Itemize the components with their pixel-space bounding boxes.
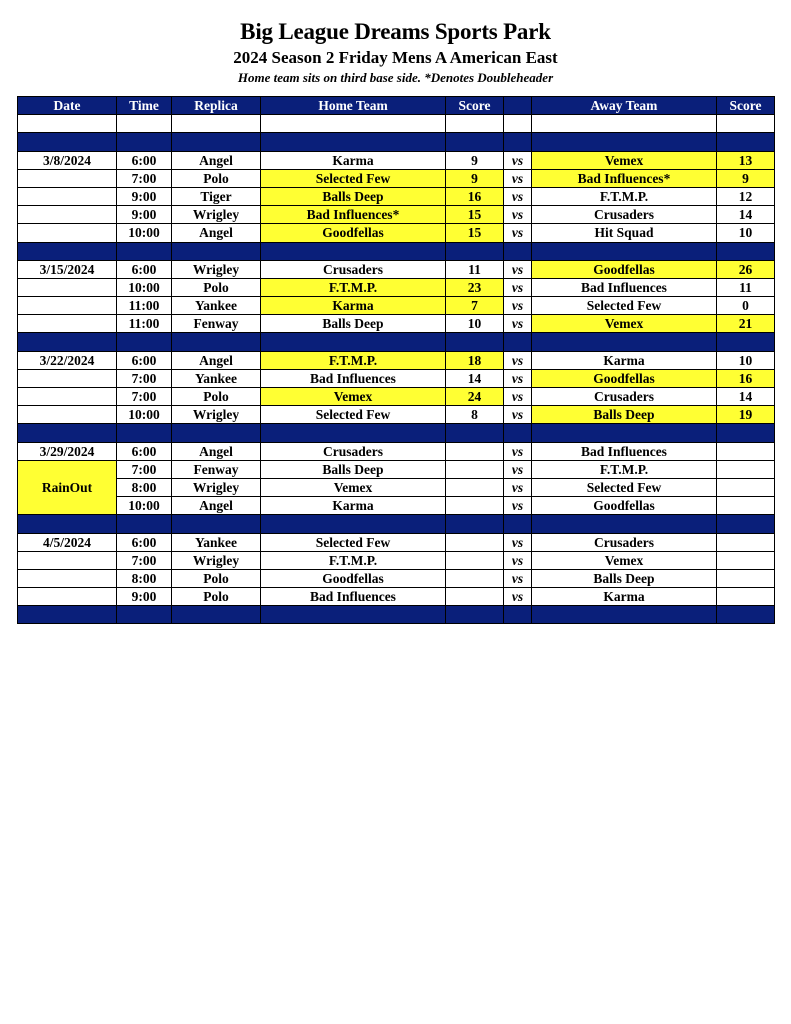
field-replica: Fenway [172,460,261,478]
game-row [18,169,775,187]
home-team: Goodfellas [261,569,446,587]
field-replica: Fenway [172,315,261,333]
field-replica: Polo [172,169,261,187]
game-time: 6:00 [117,351,172,369]
away-team: Vemex [532,551,717,569]
game-row [18,442,775,460]
game-row [18,551,775,569]
home-score: 7 [446,297,504,315]
away-score [717,533,775,551]
away-score [717,569,775,587]
game-row [18,260,775,278]
game-row [18,351,775,369]
game-row [18,388,775,406]
vs-label: vs [504,206,532,224]
date-cell [18,406,117,424]
vs-label: vs [504,315,532,333]
home-score [446,533,504,551]
game-time: 8:00 [117,569,172,587]
away-score [717,442,775,460]
field-replica: Wrigley [172,551,261,569]
game-time: 6:00 [117,151,172,169]
game-time: 6:00 [117,533,172,551]
away-score [717,551,775,569]
field-replica: Angel [172,224,261,242]
schedule-body [18,115,775,624]
vs-label: vs [504,297,532,315]
away-score [717,497,775,515]
vs-label: vs [504,406,532,424]
field-replica: Wrigley [172,406,261,424]
away-team: Bad Influences [532,442,717,460]
vs-label: vs [504,187,532,205]
away-team: F.T.M.P. [532,460,717,478]
home-score: 24 [446,388,504,406]
home-team: Goodfellas [261,224,446,242]
schedule-note: Home team sits on third base side. *Denotes Doubleheader [237,70,554,85]
away-team: Balls Deep [532,406,717,424]
home-score: 8 [446,406,504,424]
home-score: 9 [446,169,504,187]
home-team: F.T.M.P. [261,351,446,369]
home-score [446,588,504,606]
away-score: 14 [717,206,775,224]
away-score: 14 [717,388,775,406]
vs-label: vs [504,388,532,406]
game-time: 7:00 [117,551,172,569]
field-replica: Wrigley [172,206,261,224]
vs-label: vs [504,460,532,478]
away-score: 21 [717,315,775,333]
vs-label: vs [504,369,532,387]
separator-row [18,242,775,260]
field-replica: Polo [172,569,261,587]
field-replica: Angel [172,442,261,460]
home-team: Bad Influences [261,369,446,387]
vs-label: vs [504,551,532,569]
game-time: 10:00 [117,497,172,515]
date-cell [18,278,117,296]
rainout-label: RainOut [18,460,117,515]
home-score: 15 [446,224,504,242]
away-team: Karma [532,588,717,606]
away-team: Crusaders [532,388,717,406]
vs-label: vs [504,533,532,551]
game-row [18,369,775,387]
separator-row [18,133,775,151]
away-score: 13 [717,151,775,169]
game-date: 4/5/2024 [18,533,117,551]
field-replica: Angel [172,351,261,369]
field-replica: Angel [172,151,261,169]
game-time: 10:00 [117,224,172,242]
vs-label: vs [504,151,532,169]
col-header-away-team: Away Team [532,97,717,115]
col-header-date: Date [18,97,117,115]
away-team: F.T.M.P. [532,187,717,205]
away-team: Bad Influences [532,278,717,296]
away-score [717,460,775,478]
game-time: 10:00 [117,278,172,296]
away-team: Selected Few [532,478,717,496]
home-team: Balls Deep [261,315,446,333]
away-score [717,478,775,496]
game-date: 3/15/2024 [18,260,117,278]
vs-label: vs [504,588,532,606]
game-time: 7:00 [117,460,172,478]
home-score [446,460,504,478]
game-row [18,187,775,205]
game-time: 11:00 [117,315,172,333]
header-row [18,97,775,115]
home-team: F.T.M.P. [261,551,446,569]
field-replica: Polo [172,278,261,296]
home-score [446,497,504,515]
home-score: 16 [446,187,504,205]
date-cell [18,569,117,587]
home-score: 15 [446,206,504,224]
home-team: Selected Few [261,169,446,187]
away-team: Karma [532,351,717,369]
game-row [18,497,775,515]
field-replica: Wrigley [172,478,261,496]
game-time: 8:00 [117,478,172,496]
date-cell [18,388,117,406]
game-row [18,406,775,424]
vs-label: vs [504,442,532,460]
game-date: 3/29/2024 [18,442,117,460]
away-score: 0 [717,297,775,315]
home-team: Bad Influences* [261,206,446,224]
game-time: 6:00 [117,260,172,278]
home-score [446,442,504,460]
date-cell [18,297,117,315]
home-team: F.T.M.P. [261,278,446,296]
game-row [18,278,775,296]
home-score [446,478,504,496]
away-team: Balls Deep [532,569,717,587]
away-score: 26 [717,260,775,278]
field-replica: Polo [172,388,261,406]
field-replica: Yankee [172,533,261,551]
game-date: 3/22/2024 [18,351,117,369]
home-score: 18 [446,351,504,369]
game-row [18,460,775,478]
field-replica: Wrigley [172,260,261,278]
col-header-away-score: Score [717,97,775,115]
home-score: 9 [446,151,504,169]
home-team: Balls Deep [261,460,446,478]
home-team: Karma [261,297,446,315]
page-header [0,18,791,86]
away-score: 12 [717,187,775,205]
date-cell [18,187,117,205]
game-time: 9:00 [117,187,172,205]
away-score: 19 [717,406,775,424]
game-row [18,224,775,242]
col-header-vs [504,97,532,115]
game-row [18,588,775,606]
col-header-home-score: Score [446,97,504,115]
away-team: Vemex [532,315,717,333]
away-team: Bad Influences* [532,169,717,187]
game-row [18,315,775,333]
page-title: Big League Dreams Sports Park [240,19,551,44]
game-row [18,206,775,224]
away-team: Goodfellas [532,260,717,278]
away-team: Goodfellas [532,497,717,515]
page-subtitle: 2024 Season 2 Friday Mens A American East [233,48,558,67]
home-score: 11 [446,260,504,278]
game-row [18,297,775,315]
game-time: 7:00 [117,169,172,187]
field-replica: Yankee [172,297,261,315]
field-replica: Tiger [172,187,261,205]
date-cell [18,169,117,187]
away-score: 16 [717,369,775,387]
vs-label: vs [504,478,532,496]
date-cell [18,315,117,333]
game-time: 9:00 [117,588,172,606]
game-time: 9:00 [117,206,172,224]
separator-row [18,333,775,351]
away-score: 10 [717,224,775,242]
col-header-home-team: Home Team [261,97,446,115]
vs-label: vs [504,169,532,187]
game-time: 7:00 [117,388,172,406]
home-team: Vemex [261,388,446,406]
home-score: 14 [446,369,504,387]
game-time: 11:00 [117,297,172,315]
home-team: Selected Few [261,533,446,551]
game-row [18,478,775,496]
separator-row [18,606,775,624]
game-date: 3/8/2024 [18,151,117,169]
away-team: Hit Squad [532,224,717,242]
date-cell [18,369,117,387]
away-team: Selected Few [532,297,717,315]
game-row [18,151,775,169]
vs-label: vs [504,224,532,242]
away-team: Goodfellas [532,369,717,387]
vs-label: vs [504,569,532,587]
home-score: 23 [446,278,504,296]
field-replica: Yankee [172,369,261,387]
home-team: Vemex [261,478,446,496]
away-team: Crusaders [532,533,717,551]
field-replica: Polo [172,588,261,606]
separator-row [18,424,775,442]
date-cell [18,551,117,569]
away-score [717,588,775,606]
away-score: 11 [717,278,775,296]
vs-label: vs [504,260,532,278]
blank-row [18,115,775,133]
field-replica: Angel [172,497,261,515]
home-score: 10 [446,315,504,333]
home-score [446,569,504,587]
game-time: 6:00 [117,442,172,460]
home-team: Selected Few [261,406,446,424]
away-team: Vemex [532,151,717,169]
home-team: Karma [261,151,446,169]
home-score [446,551,504,569]
home-team: Crusaders [261,260,446,278]
game-row [18,533,775,551]
date-cell [18,206,117,224]
vs-label: vs [504,497,532,515]
game-time: 10:00 [117,406,172,424]
away-score: 10 [717,351,775,369]
vs-label: vs [504,278,532,296]
home-team: Bad Influences [261,588,446,606]
away-score: 9 [717,169,775,187]
separator-row [18,515,775,533]
col-header-replica: Replica [172,97,261,115]
home-team: Karma [261,497,446,515]
date-cell [18,224,117,242]
vs-label: vs [504,351,532,369]
date-cell [18,588,117,606]
home-team: Balls Deep [261,187,446,205]
game-time: 7:00 [117,369,172,387]
schedule-table [17,96,775,624]
home-team: Crusaders [261,442,446,460]
col-header-time: Time [117,97,172,115]
game-row [18,569,775,587]
away-team: Crusaders [532,206,717,224]
